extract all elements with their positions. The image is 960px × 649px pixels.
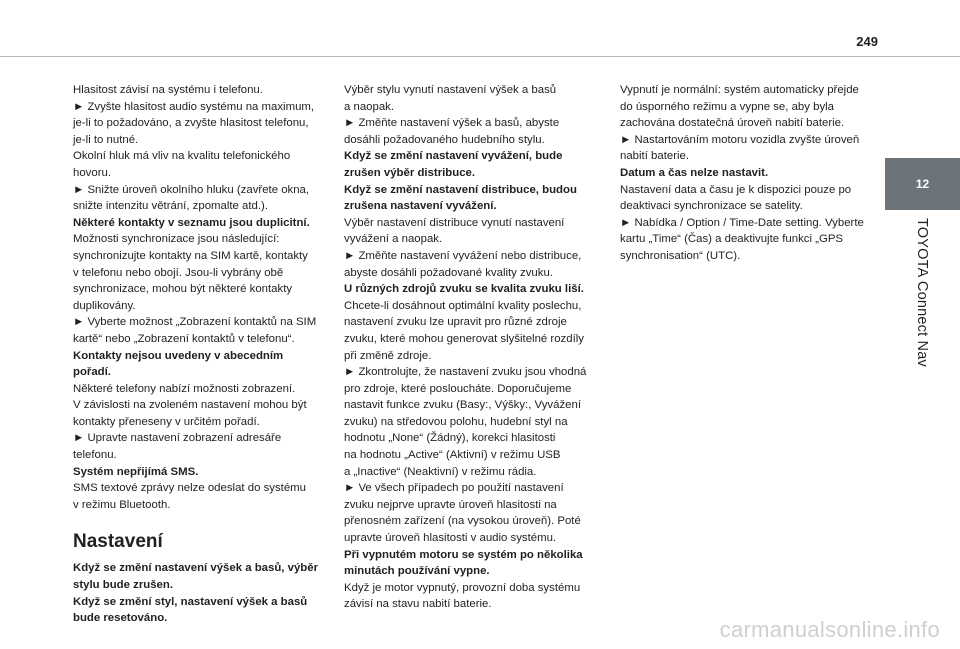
bold-text-line: zrušen výběr distribuce.	[344, 166, 476, 179]
page-number: 249	[856, 34, 878, 49]
text-line: a „Inactive“ (Neaktivní) v režimu rádia.	[344, 465, 537, 478]
text-line: ► Snižte úroveň okolního hluku (zavřete okna,	[73, 183, 310, 196]
chapter-tab	[885, 158, 960, 210]
chapter-title: TOYOTA Connect Nav	[914, 218, 930, 367]
text-line: zvuku) na středovou polohu, hudební styl na	[344, 415, 568, 428]
bold-text-line: bude resetováno.	[73, 612, 168, 625]
text-line: kartě“ nebo „Zobrazení kontaktů v telefonu“.	[73, 332, 295, 345]
text-line: pro zdroje, které posloucháte. Doporučujeme	[344, 382, 572, 395]
text-line: ► Ve všech případech po použití nastavení	[344, 482, 564, 495]
text-line: ► Změňte nastavení vyvážení nebo distribuce,	[344, 249, 582, 262]
text-line: nabití baterie.	[620, 150, 690, 163]
text-line: v telefonu nebo obojí. Jsou-li vybrány obě	[73, 266, 284, 279]
text-line: a naopak.	[344, 100, 395, 113]
text-line: ► Zvyšte hlasitost audio systému na maximum,	[73, 100, 315, 113]
text-line: přenosném zařízení (na vysokou úroveň). Poté	[344, 515, 581, 528]
text-line: nastavení zvuku lze upravit pro různé zdroje	[344, 316, 567, 329]
text-line: V závislosti na zvoleném nastavení mohou být	[73, 399, 307, 412]
text-line: ► Upravte nastavení zobrazení adresáře	[73, 432, 282, 445]
bold-text-line: zrušena nastavení vyvážení.	[344, 200, 497, 213]
text-line: ► Vyberte možnost „Zobrazení kontaktů na SIM	[73, 316, 317, 329]
text-line: hovoru.	[73, 166, 111, 179]
bold-text-line: Kontakty nejsou uvedeny v abecedním	[73, 349, 284, 362]
text-line: ► Změňte nastavení výšek a basů, abyste	[344, 117, 560, 130]
text-line: je-li to požadováno, a zvyšte hlasitost telefonu,	[73, 117, 309, 130]
text-line: Výběr nastavení distribuce vynutí nastavení	[344, 216, 565, 229]
text-line: při změně zdroje.	[344, 349, 432, 362]
text-line: zvuku nejprve upravte úroveň hlasitosti na	[344, 498, 557, 511]
text-line: Když je motor vypnutý, provozní doba systému	[344, 581, 581, 594]
text-column-3	[620, 82, 882, 265]
text-line: hodnotu „None“ (Žádný), korekci hlasitosti	[344, 432, 556, 445]
text-line: SMS textové zprávy nelze odeslat do systému	[73, 482, 306, 495]
text-line: vyvážení a naopak.	[344, 233, 443, 246]
bold-text-line: Některé kontakty v seznamu jsou duplicitní.	[73, 216, 310, 229]
text-line: ► Nabídka / Option / Time-Date setting. Vyberte	[620, 216, 864, 229]
text-line: synchronizujte kontakty na SIM kartě, kontakty	[73, 249, 308, 262]
bold-text-line: Při vypnutém motoru se systém po několika	[344, 548, 583, 561]
text-line: do úsporného režimu a vypne se, aby byla	[620, 100, 835, 113]
text-line: Vypnutí je normální: systém automaticky přejde	[620, 84, 859, 96]
text-column-2	[344, 82, 604, 613]
text-line: Chcete-li dosáhnout optimální kvality poslechu,	[344, 299, 582, 312]
chapter-number: 12	[915, 177, 930, 191]
text-line: ► Zkontrolujte, že nastavení zvuku jsou vhodná	[344, 366, 587, 379]
text-line: synchronizace, mohou být některé kontakty	[73, 283, 293, 296]
text-line: duplikovány.	[73, 299, 136, 312]
text-line: zvuku, které mohou generovat slyšitelné rozdíly	[344, 332, 584, 345]
chapter-title-vertical	[885, 214, 960, 394]
bold-text-line: Systém nepřijímá SMS.	[73, 465, 199, 478]
bold-text-line: minutách používání vypne.	[344, 565, 490, 578]
text-line: telefonu.	[73, 449, 117, 462]
text-line: Možnosti synchronizace jsou následující:	[73, 233, 280, 246]
text-line: nastavit funkce zvuku (Basy:, Výšky:, Vyvážení	[344, 399, 581, 412]
text-line: dosáhli požadovaného hudebního stylu.	[344, 133, 545, 146]
bold-text-line: U různých zdrojů zvuku se kvalita zvuku liší.	[344, 283, 584, 296]
bold-text-line: pořadí.	[73, 366, 111, 379]
watermark: carmanualsonline.info	[719, 617, 940, 642]
text-line: upravte úroveň hlasitosti v audio systému.	[344, 532, 557, 545]
text-line: synchronisation“ (UTC).	[620, 249, 741, 262]
bold-text-line: Když se změní nastavení distribuce, budou	[344, 183, 577, 196]
bold-text-line: Když se změní styl, nastavení výšek a basů	[73, 595, 308, 608]
header-divider	[0, 56, 960, 57]
text-line: Výběr stylu vynutí nastavení výšek a basů	[344, 84, 557, 96]
text-line: kartu „Time“ (Čas) a deaktivujte funkci „GPS	[620, 233, 844, 246]
text-line: Okolní hluk má vliv na kvalitu telefonického	[73, 150, 291, 163]
text-line: ► Nastartováním motoru vozidla zvyšte úroveň	[620, 133, 860, 146]
text-line: kontakty přeneseny v určitém pořadí.	[73, 415, 260, 428]
text-line: v režimu Bluetooth.	[73, 498, 171, 511]
text-line: na hodnotu „Active“ (Aktivní) v režimu USB	[344, 449, 561, 462]
bold-text-line: Když se změní nastavení vyvážení, bude	[344, 150, 563, 163]
text-line: Hlasitost závisí na systému i telefonu.	[73, 84, 263, 96]
bold-text-line: stylu bude zrušen.	[73, 579, 174, 592]
text-line: závisí na stavu nabití baterie.	[344, 598, 492, 611]
text-column-1	[73, 82, 335, 627]
text-line: Nastavení data a času je k dispozici pouze po	[620, 183, 852, 196]
text-line: je-li to nutné.	[73, 133, 139, 146]
bold-text-line: Když se změní nastavení výšek a basů, výběr	[73, 562, 319, 575]
text-line: zachována dostatečná úroveň nabití baterie.	[620, 117, 845, 130]
section-heading: Nastavení	[73, 531, 163, 553]
text-line: abyste dosáhli požadované kvality zvuku.	[344, 266, 553, 279]
text-line: deaktivaci synchronizace se satelity.	[620, 200, 803, 213]
bold-text-line: Datum a čas nelze nastavit.	[620, 166, 769, 179]
text-line: snižte intenzitu větrání, zpomalte atd.).	[73, 200, 269, 213]
text-line: Některé telefony nabízí možnosti zobrazení.	[73, 382, 296, 395]
